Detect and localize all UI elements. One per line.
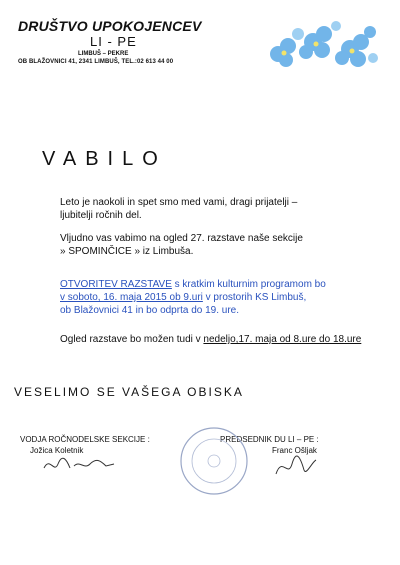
organization-stamp-icon: [178, 425, 250, 497]
org-subtitle: LI - PE: [90, 34, 137, 49]
page-title: VABILO: [42, 148, 167, 170]
right-signature-name: Franc Ošljak: [272, 446, 317, 455]
paragraph-opening: [60, 278, 380, 317]
org-name: DRUŠTVO UPOKOJENCEV: [18, 18, 202, 34]
left-signature-name: Jožica Koletnik: [30, 446, 84, 455]
signature-scribble-icon: [40, 454, 120, 476]
signature-scribble-icon: [270, 452, 320, 482]
opening-label: OTVORITEV RAZSTAVE: [60, 279, 172, 290]
opening-date: v soboto, 16. maja 2015 ob 9.uri: [60, 292, 203, 303]
paragraph-invitation: [60, 232, 380, 258]
greeting-line-1: Leto je naokoli in spet smo med vami, dragi prijatelji –: [60, 197, 298, 208]
forget-me-not-flowers-icon: [258, 14, 383, 79]
invitation-line-2: » SPOMINČICE » iz Limbuša.: [60, 246, 194, 257]
right-signature-role: PREDSEDNIK DU LI – PE :: [220, 435, 319, 444]
opening-line-3: ob Blažovnici 41 in bo odprta do 19. ure.: [60, 305, 240, 316]
left-signature-role: VODJA ROČNODELSKE SEKCIJE :: [20, 435, 150, 444]
org-address: OB BLAŽOVNICI 41, 2341 LIMBUŠ, TEL.:02 613 44 00: [18, 59, 174, 65]
opening-line-1-rest: s kratkim kulturnim programom bo: [171, 279, 326, 290]
paragraph-sunday: [60, 333, 390, 346]
sunday-intro: Ogled razstave bo možen tudi v: [60, 334, 204, 345]
invitation-line-1: Vljudno vas vabimo na ogled 27. razstave naše sekcije: [60, 233, 303, 244]
paragraph-greeting: [60, 196, 360, 222]
sunday-date: nedeljo,17. maja od 8.ure do 18.ure: [203, 334, 362, 345]
closing-line: VESELIMO SE VAŠEGA OBISKA: [14, 385, 244, 399]
org-location: LIMBUŠ – PEKRE: [78, 51, 129, 57]
greeting-line-2: ljubitelji ročnih del.: [60, 210, 142, 221]
opening-line-2-rest: v prostorih KS Limbuš,: [202, 292, 307, 303]
